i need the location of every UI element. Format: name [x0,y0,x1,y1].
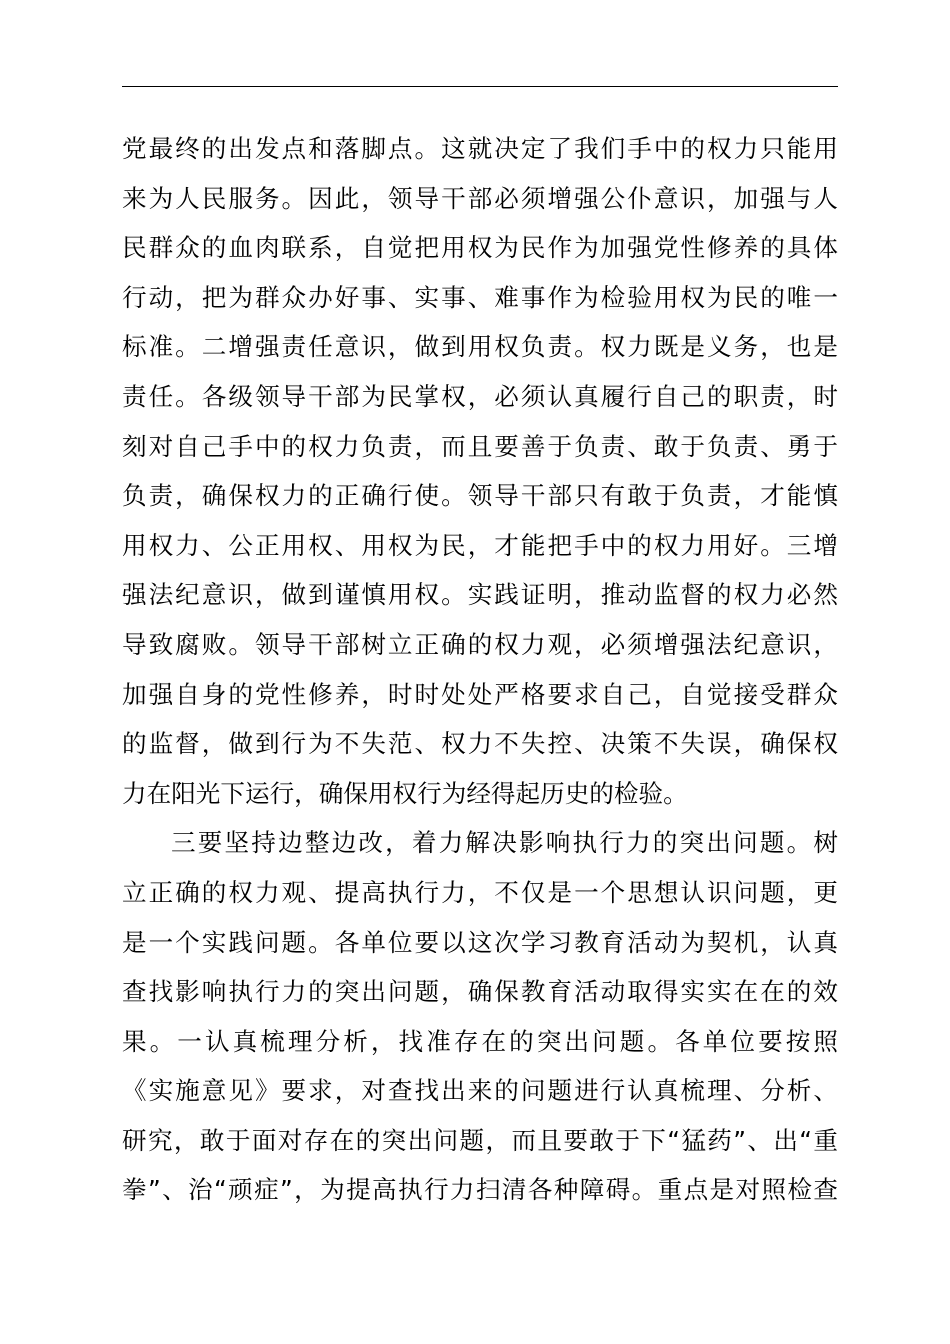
text-line: 导致腐败。领导干部树立正确的权力观，必须增强法纪意识， [122,629,838,659]
text-line: 民群众的血肉联系，自觉把用权为民作为加强党性修养的具体 [122,233,838,263]
text-line: 立正确的权力观、提高执行力，不仅是一个思想认识问题，更 [122,877,838,907]
text-line: 党最终的出发点和落脚点。这就决定了我们手中的权力只能用 [122,134,838,163]
text-line: 来为人民服务。因此，领导干部必须增强公仆意识，加强与人 [122,183,838,213]
text-line: 行动，把为群众办好事、实事、难事作为检验用权为民的唯一 [122,282,838,312]
text-line: 果。一认真梳理分析，找准存在的突出问题。各单位要按照 [122,1026,838,1056]
text-line: 是一个实践问题。各单位要以这次学习教育活动为契机，认真 [122,927,838,957]
text-line: 加强自身的党性修养，时时处处严格要求自己，自觉接受群众 [122,679,838,709]
text-line: 负责，确保权力的正确行使。领导干部只有敢于负责，才能慎 [122,481,838,511]
text-line: 刻对自己手中的权力负责，而且要善于负责、敢于负责、勇于 [122,431,838,461]
paragraph-start-line: 三要坚持边整边改，着力解决影响执行力的突出问题。树 [171,828,838,858]
text-line: 《实施意见》要求，对查找出来的问题进行认真梳理、分析、 [122,1076,838,1106]
body-text [122,124,838,1215]
text-line: 标准。二增强责任意识，做到用权负责。权力既是义务，也是 [122,332,838,362]
text-line: 责任。各级领导干部为民掌权，必须认真履行自己的职责，时 [122,381,838,411]
text-line: 的监督，做到行为不失范、权力不失控、决策不失误，确保权 [122,729,838,759]
paragraph-end-line: 力在阳光下运行，确保用权行为经得起历史的检验。 [122,778,688,808]
text-line: 强法纪意识，做到谨慎用权。实践证明，推动监督的权力必然 [122,580,838,610]
header-rule [122,86,838,87]
text-line: 拳”、治“顽症”，为提高执行力扫清各种障碍。重点是对照检查 [122,1175,838,1205]
text-line: 用权力、公正用权、用权为民，才能把手中的权力用好。三增 [122,530,838,560]
text-line: 查找影响执行力的突出问题，确保教育活动取得实实在在的效 [122,977,838,1007]
text-line: 研究，敢于面对存在的突出问题，而且要敢于下“猛药”、出“重 [122,1125,838,1155]
